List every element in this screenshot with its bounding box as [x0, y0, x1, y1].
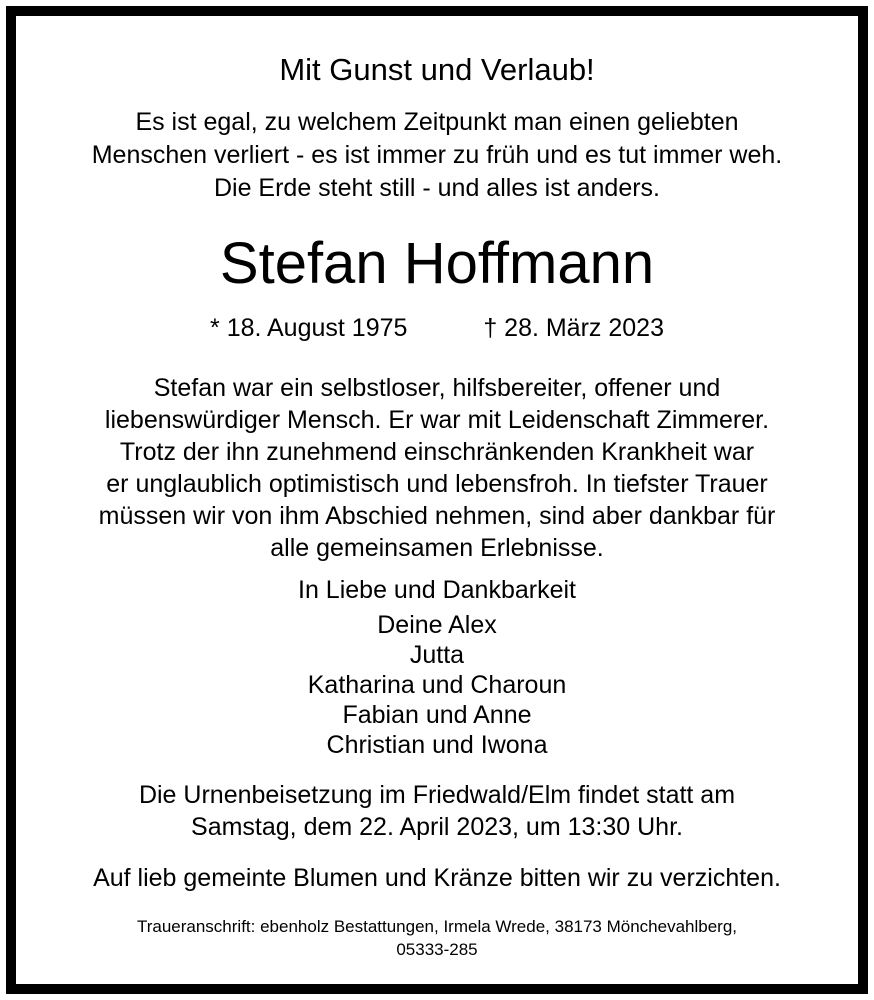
death-date: † 28. März 2023: [483, 314, 664, 342]
quote-line-2: Menschen verliert - es ist immer zu früh und es tut immer weh.: [91, 141, 783, 169]
mourner-4: Fabian und Anne: [342, 701, 532, 729]
flowers-note: Auf lieb gemeinte Blumen und Kränze bitten wir zu verzichten.: [93, 864, 781, 892]
tribute-line-5: müssen wir von ihm Abschied nehmen, sind aber dankbar für: [98, 502, 776, 530]
heading: Mit Gunst und Verlaub!: [279, 52, 595, 87]
birth-date: * 18. August 1975: [210, 314, 408, 342]
quote-line-1: Es ist egal, zu welchem Zeitpunkt man einen geliebten: [135, 108, 739, 136]
tribute-line-2: liebenswürdiger Mensch. Er war mit Leidenschaft Zimmerer.: [104, 406, 770, 434]
address-line-1: Traueranschrift: ebenholz Bestattungen, Irmela Wrede, 38173 Mönchevahlberg,: [136, 917, 738, 936]
quote-line-3: Die Erde steht still - und alles ist anders.: [213, 174, 661, 202]
burial-line-1: Die Urnenbeisetzung im Friedwald/Elm findet statt am: [138, 781, 736, 809]
address-line-2: 05333-285: [396, 940, 478, 959]
tribute-line-1: Stefan war ein selbstloser, hilfsbereiter, offener und: [153, 374, 721, 402]
life-dates: [16, 314, 858, 343]
tribute-line-6: alle gemeinsamen Erlebnisse.: [270, 534, 604, 562]
obituary-frame: [6, 6, 868, 994]
closing-phrase: In Liebe und Dankbarkeit: [298, 576, 576, 604]
mourner-5: Christian und Iwona: [326, 731, 548, 759]
burial-line-2: Samstag, dem 22. April 2023, um 13:30 Uhr.: [191, 813, 683, 841]
mourner-2: Jutta: [409, 641, 465, 669]
mourner-1: Deine Alex: [377, 611, 497, 639]
tribute-line-4: er unglaublich optimistisch und lebensfroh. In tiefster Trauer: [106, 470, 768, 498]
mourner-3: Katharina und Charoun: [307, 671, 567, 699]
tribute-line-3: Trotz der ihn zunehmend einschränkenden Krankheit war: [119, 438, 755, 466]
deceased-name: Stefan Hoffmann: [219, 231, 655, 296]
